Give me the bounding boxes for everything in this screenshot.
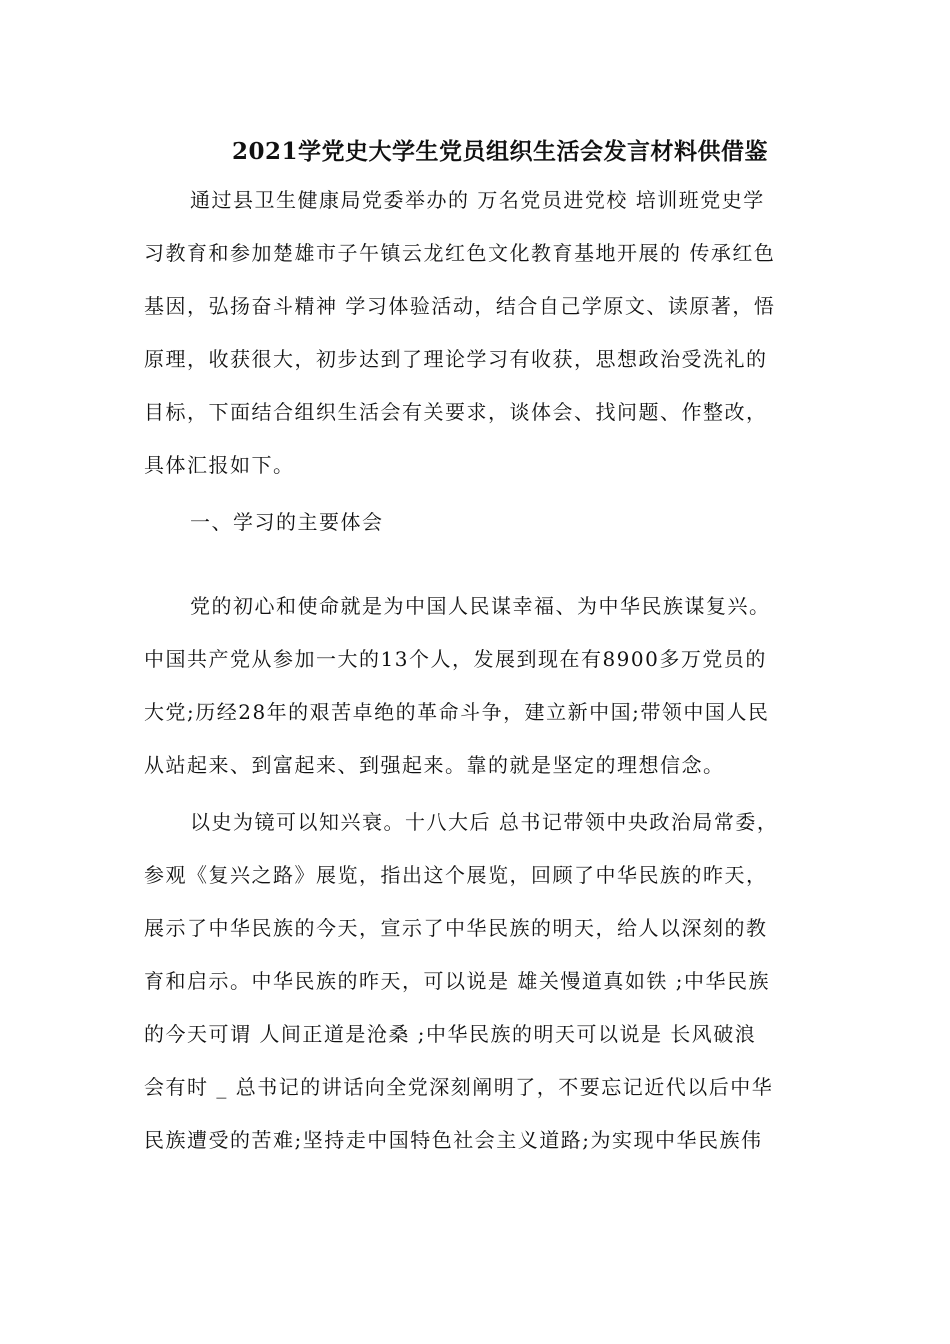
- paragraph-line: 党的初心和使命就是为中国人民谋幸福、为中华民族谋复兴。: [190, 594, 771, 618]
- paragraph-intro: [144, 174, 814, 492]
- paragraph-line: 会有时 _ 总书记的讲话向全党深刻阐明了，不要忘记近代以后中华: [144, 1075, 774, 1099]
- paragraph-line: 以史为镜可以知兴衰。十八大后 总书记带领中央政治局常委，: [190, 810, 779, 834]
- document-title: 2021学党史大学生党员组织生活会发言材料供借鉴: [231, 138, 768, 165]
- paragraph-line: 具体汇报如下。: [144, 453, 295, 477]
- paragraph-line: 目标，下面结合组织生活会有关要求，谈体会、找问题、作整改，: [144, 400, 768, 424]
- paragraph-line: 原理，收获很大，初步达到了理论学习有收获，思想政治受洗礼的: [144, 347, 768, 371]
- paragraph-line: 育和启示。中华民族的昨天，可以说是 雄关慢道真如铁 ;中华民族: [144, 969, 770, 993]
- paragraph-line: 中国共产党从参加一大的13个人，发展到现在有8900多万党员的: [144, 647, 767, 671]
- paragraph-line: 展示了中华民族的今天，宣示了中华民族的明天，给人以深刻的教: [144, 916, 768, 940]
- paragraph-line: 民族遭受的苦难;坚持走中国特色社会主义道路;为实现中华民族伟: [144, 1128, 763, 1152]
- paragraph-line: 的今天可谓 人间正道是沧桑 ;中华民族的明天可以说是 长风破浪: [144, 1022, 757, 1046]
- paragraph-line: 从站起来、到富起来、到强起来。靠的就是坚定的理想信念。: [144, 753, 725, 777]
- paragraph-line: 大党;历经28年的艰苦卓绝的革命斗争，建立新中国;带领中国人民: [144, 700, 770, 724]
- paragraph-line: 习教育和参加楚雄市子午镇云龙红色文化教育基地开展的 传承红色: [144, 241, 776, 265]
- paragraph-line: 基因，弘扬奋斗精神 学习体验活动，结合自己学原文、读原著，悟: [144, 294, 776, 318]
- paragraph-line: 参观《复兴之路》展览，指出这个展览，回顾了中华民族的昨天，: [144, 863, 768, 887]
- section-heading-text: 一、学习的主要体会: [190, 510, 384, 534]
- paragraph-history: [144, 796, 814, 1167]
- paragraph-mission: [144, 580, 814, 792]
- section-heading: [144, 496, 814, 549]
- paragraph-line: 通过县卫生健康局党委举办的 万名党员进党校 培训班党史学: [190, 188, 765, 212]
